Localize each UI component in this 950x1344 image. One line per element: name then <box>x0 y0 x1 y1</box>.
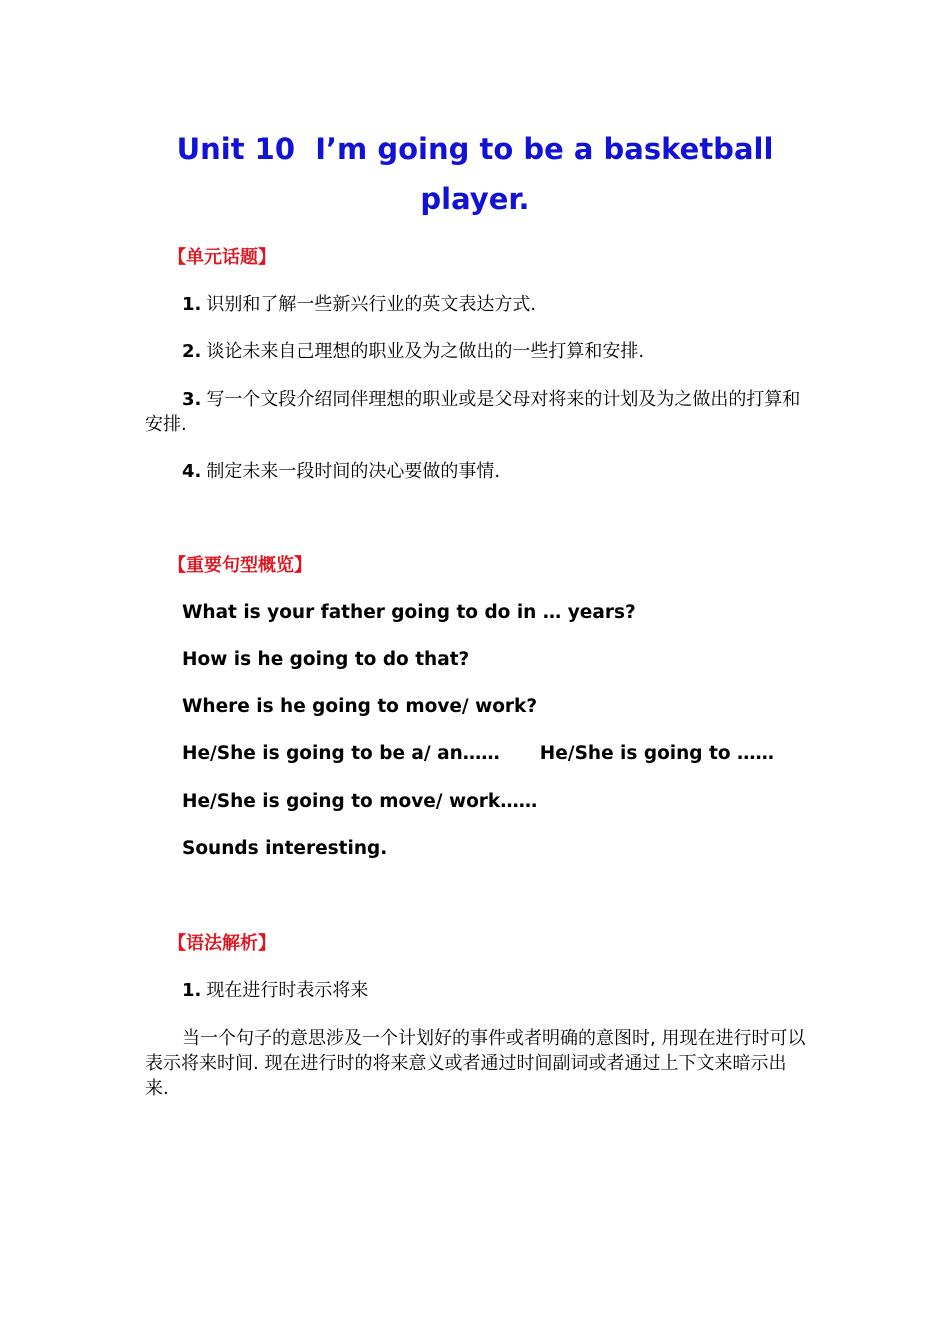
topic-item-2-number: 2. <box>182 341 202 362</box>
grammar-paragraph: 当一个句子的意思涉及一个计划好的事件或者明确的意图时, 用现在进行时可以表示将来时间. 现在进行时的将来意义或者通过时间副词或者通过上下文来暗示出来. <box>145 1028 806 1099</box>
pattern-line-4b: He/She is going to …… <box>539 743 774 764</box>
page-title: Unit 10 I’m going to be a basketball player. <box>176 132 784 216</box>
topic-item-4-number: 4. <box>182 461 202 482</box>
grammar-item-1-text: 现在进行时表示将来 <box>206 980 369 1001</box>
grammar-item-1-number: 1. <box>182 980 202 1001</box>
topic-item-1 <box>182 292 536 318</box>
topic-item-3-number: 3. <box>182 389 202 410</box>
topic-item-3 <box>145 387 807 437</box>
pattern-line-4 <box>182 741 774 767</box>
pattern-line-2: How is he going to do that? <box>182 649 470 670</box>
pattern-line-4a: He/She is going to be a/ an…… <box>182 743 500 764</box>
pattern-line-3: Where is he going to move/ work? <box>182 696 538 717</box>
topic-item-1-number: 1. <box>182 294 202 315</box>
topics-heading: 【单元话题】 <box>168 247 276 268</box>
topic-item-1-text: 识别和了解一些新兴行业的英文表达方式. <box>206 294 537 315</box>
pattern-line-6: Sounds interesting. <box>182 838 388 859</box>
pattern-line-1: What is your father going to do in … years? <box>182 602 636 623</box>
topic-item-3-text: 写一个文段介绍同伴理想的职业或是父母对将来的计划及为之做出的打算和安排. <box>145 389 801 435</box>
topic-item-4-text: 制定未来一段时间的决心要做的事情. <box>206 461 501 482</box>
grammar-item-1 <box>182 978 368 1004</box>
topic-item-4 <box>182 459 500 485</box>
grammar-heading: 【语法解析】 <box>168 933 276 954</box>
topic-item-2-text: 谈论未来自己理想的职业及为之做出的一些打算和安排. <box>206 341 645 362</box>
patterns-heading: 【重要句型概览】 <box>168 555 312 576</box>
pattern-line-5: He/She is going to move/ work…… <box>182 791 538 812</box>
topic-item-2 <box>182 339 644 365</box>
